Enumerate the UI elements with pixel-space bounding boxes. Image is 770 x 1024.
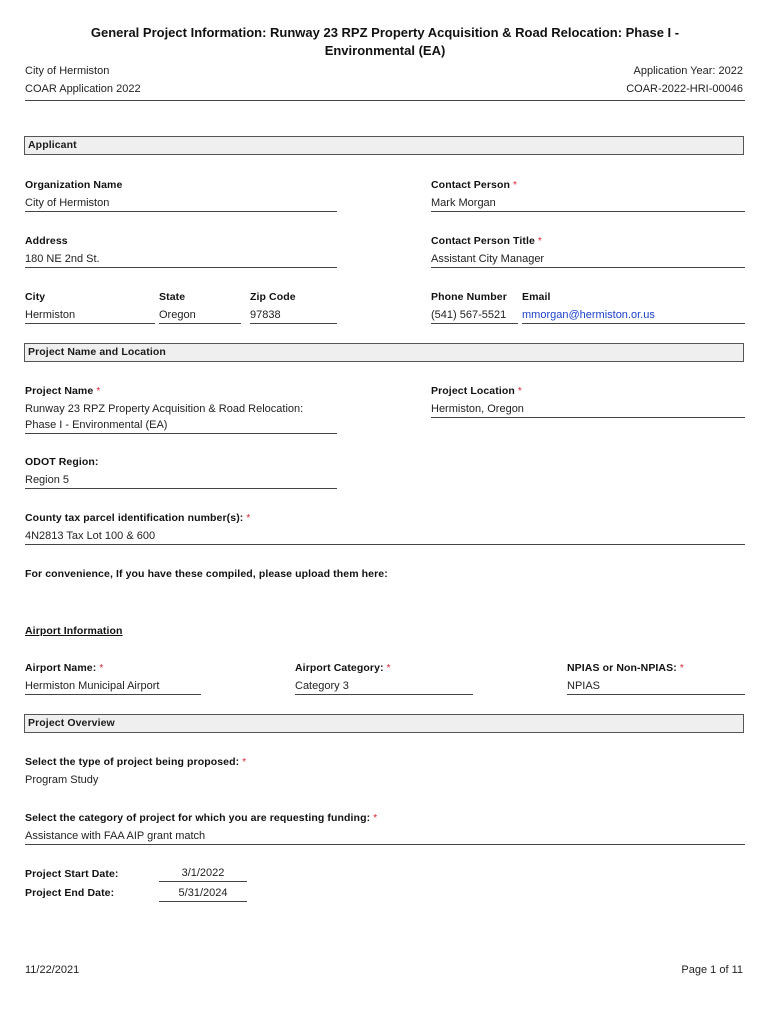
org-name-label: Organization Name <box>25 179 123 191</box>
contact-person-label: Contact Person * <box>431 179 517 191</box>
footer-page-number: Page 1 of 11 <box>681 964 743 976</box>
org-name-field[interactable]: City of Hermiston <box>25 195 337 212</box>
project-name-line-1: Runway 23 RPZ Property Acquisition & Road Relocation: <box>25 403 304 415</box>
required-marker: * <box>373 813 378 824</box>
npias-label: NPIAS or Non-NPIAS: * <box>567 662 684 674</box>
required-marker: * <box>386 663 391 674</box>
project-start-label: Project Start Date: <box>25 868 119 880</box>
header-application: COAR Application 2022 <box>25 83 141 95</box>
required-marker: * <box>513 180 517 191</box>
airport-category-label: Airport Category: * <box>295 662 391 674</box>
odot-region-label: ODOT Region: <box>25 456 99 468</box>
zip-field[interactable]: 97838 <box>250 307 337 324</box>
airport-category-field[interactable]: Category 3 <box>295 678 473 695</box>
required-marker: * <box>96 386 101 397</box>
project-end-field[interactable]: 5/31/2024 <box>159 885 247 902</box>
contact-title-field[interactable]: Assistant City Manager <box>431 251 745 268</box>
required-marker: * <box>242 757 247 768</box>
zip-label: Zip Code <box>250 291 296 303</box>
section-project-overview: Project Overview <box>24 714 744 733</box>
project-category-label: Select the category of project for which you are requesting funding: * <box>25 812 378 824</box>
phone-field[interactable]: (541) 567-5521 <box>431 307 518 324</box>
contact-person-field[interactable]: Mark Morgan <box>431 195 745 212</box>
project-name-line-2: Phase I - Environmental (EA) <box>25 419 168 431</box>
project-name-label: Project Name * <box>25 385 101 397</box>
parcel-field[interactable]: 4N2813 Tax Lot 100 & 600 <box>25 528 745 545</box>
page-title: General Project Information: Runway 23 RPZ Property Acquisition & Road Relocation: Phase I - Environmental (EA) <box>90 25 680 58</box>
airport-name-label: Airport Name: * <box>25 662 104 674</box>
address-field[interactable]: 180 NE 2nd St. <box>25 251 337 268</box>
header-app-year: Application Year: 2022 <box>633 65 743 77</box>
contact-title-label: Contact Person Title * <box>431 235 542 247</box>
upload-note: For convenience, If you have these compiled, please upload them here: <box>25 568 388 580</box>
section-airport-information: Airport Information <box>25 625 123 637</box>
phone-label: Phone Number <box>431 291 507 303</box>
parcel-label: County tax parcel identification number(s): * <box>25 512 251 524</box>
email-link[interactable]: mmorgan@hermiston.or.us <box>522 307 745 324</box>
header-org: City of Hermiston <box>25 65 110 77</box>
project-location-label: Project Location * <box>431 385 522 397</box>
project-end-label: Project End Date: <box>25 887 115 899</box>
city-label: City <box>25 291 46 303</box>
project-location-field[interactable]: Hermiston, Oregon <box>431 401 745 418</box>
footer-date: 11/22/2021 <box>25 964 80 976</box>
project-type-field[interactable]: Program Study <box>25 774 99 786</box>
required-marker: * <box>517 386 522 397</box>
header-app-id: COAR-2022-HRI-00046 <box>626 83 743 95</box>
project-type-label: Select the type of project being proposed: * <box>25 756 247 768</box>
required-marker: * <box>246 513 251 524</box>
odot-region-field[interactable]: Region 5 <box>25 472 337 489</box>
required-marker: * <box>537 236 542 247</box>
required-marker: * <box>99 663 104 674</box>
city-field[interactable]: Hermiston <box>25 307 155 324</box>
email-label: Email <box>522 291 551 303</box>
project-start-field[interactable]: 3/1/2022 <box>159 865 247 882</box>
npias-field[interactable]: NPIAS <box>567 678 745 695</box>
project-category-field[interactable]: Assistance with FAA AIP grant match <box>25 828 745 845</box>
address-label: Address <box>25 235 68 247</box>
airport-name-field[interactable]: Hermiston Municipal Airport <box>25 678 201 695</box>
state-field[interactable]: Oregon <box>159 307 241 324</box>
section-project-name-location: Project Name and Location <box>24 343 744 362</box>
required-marker: * <box>679 663 684 674</box>
state-label: State <box>159 291 186 303</box>
section-applicant: Applicant <box>24 136 744 155</box>
header-divider <box>25 100 745 101</box>
project-name-field[interactable] <box>25 401 337 434</box>
